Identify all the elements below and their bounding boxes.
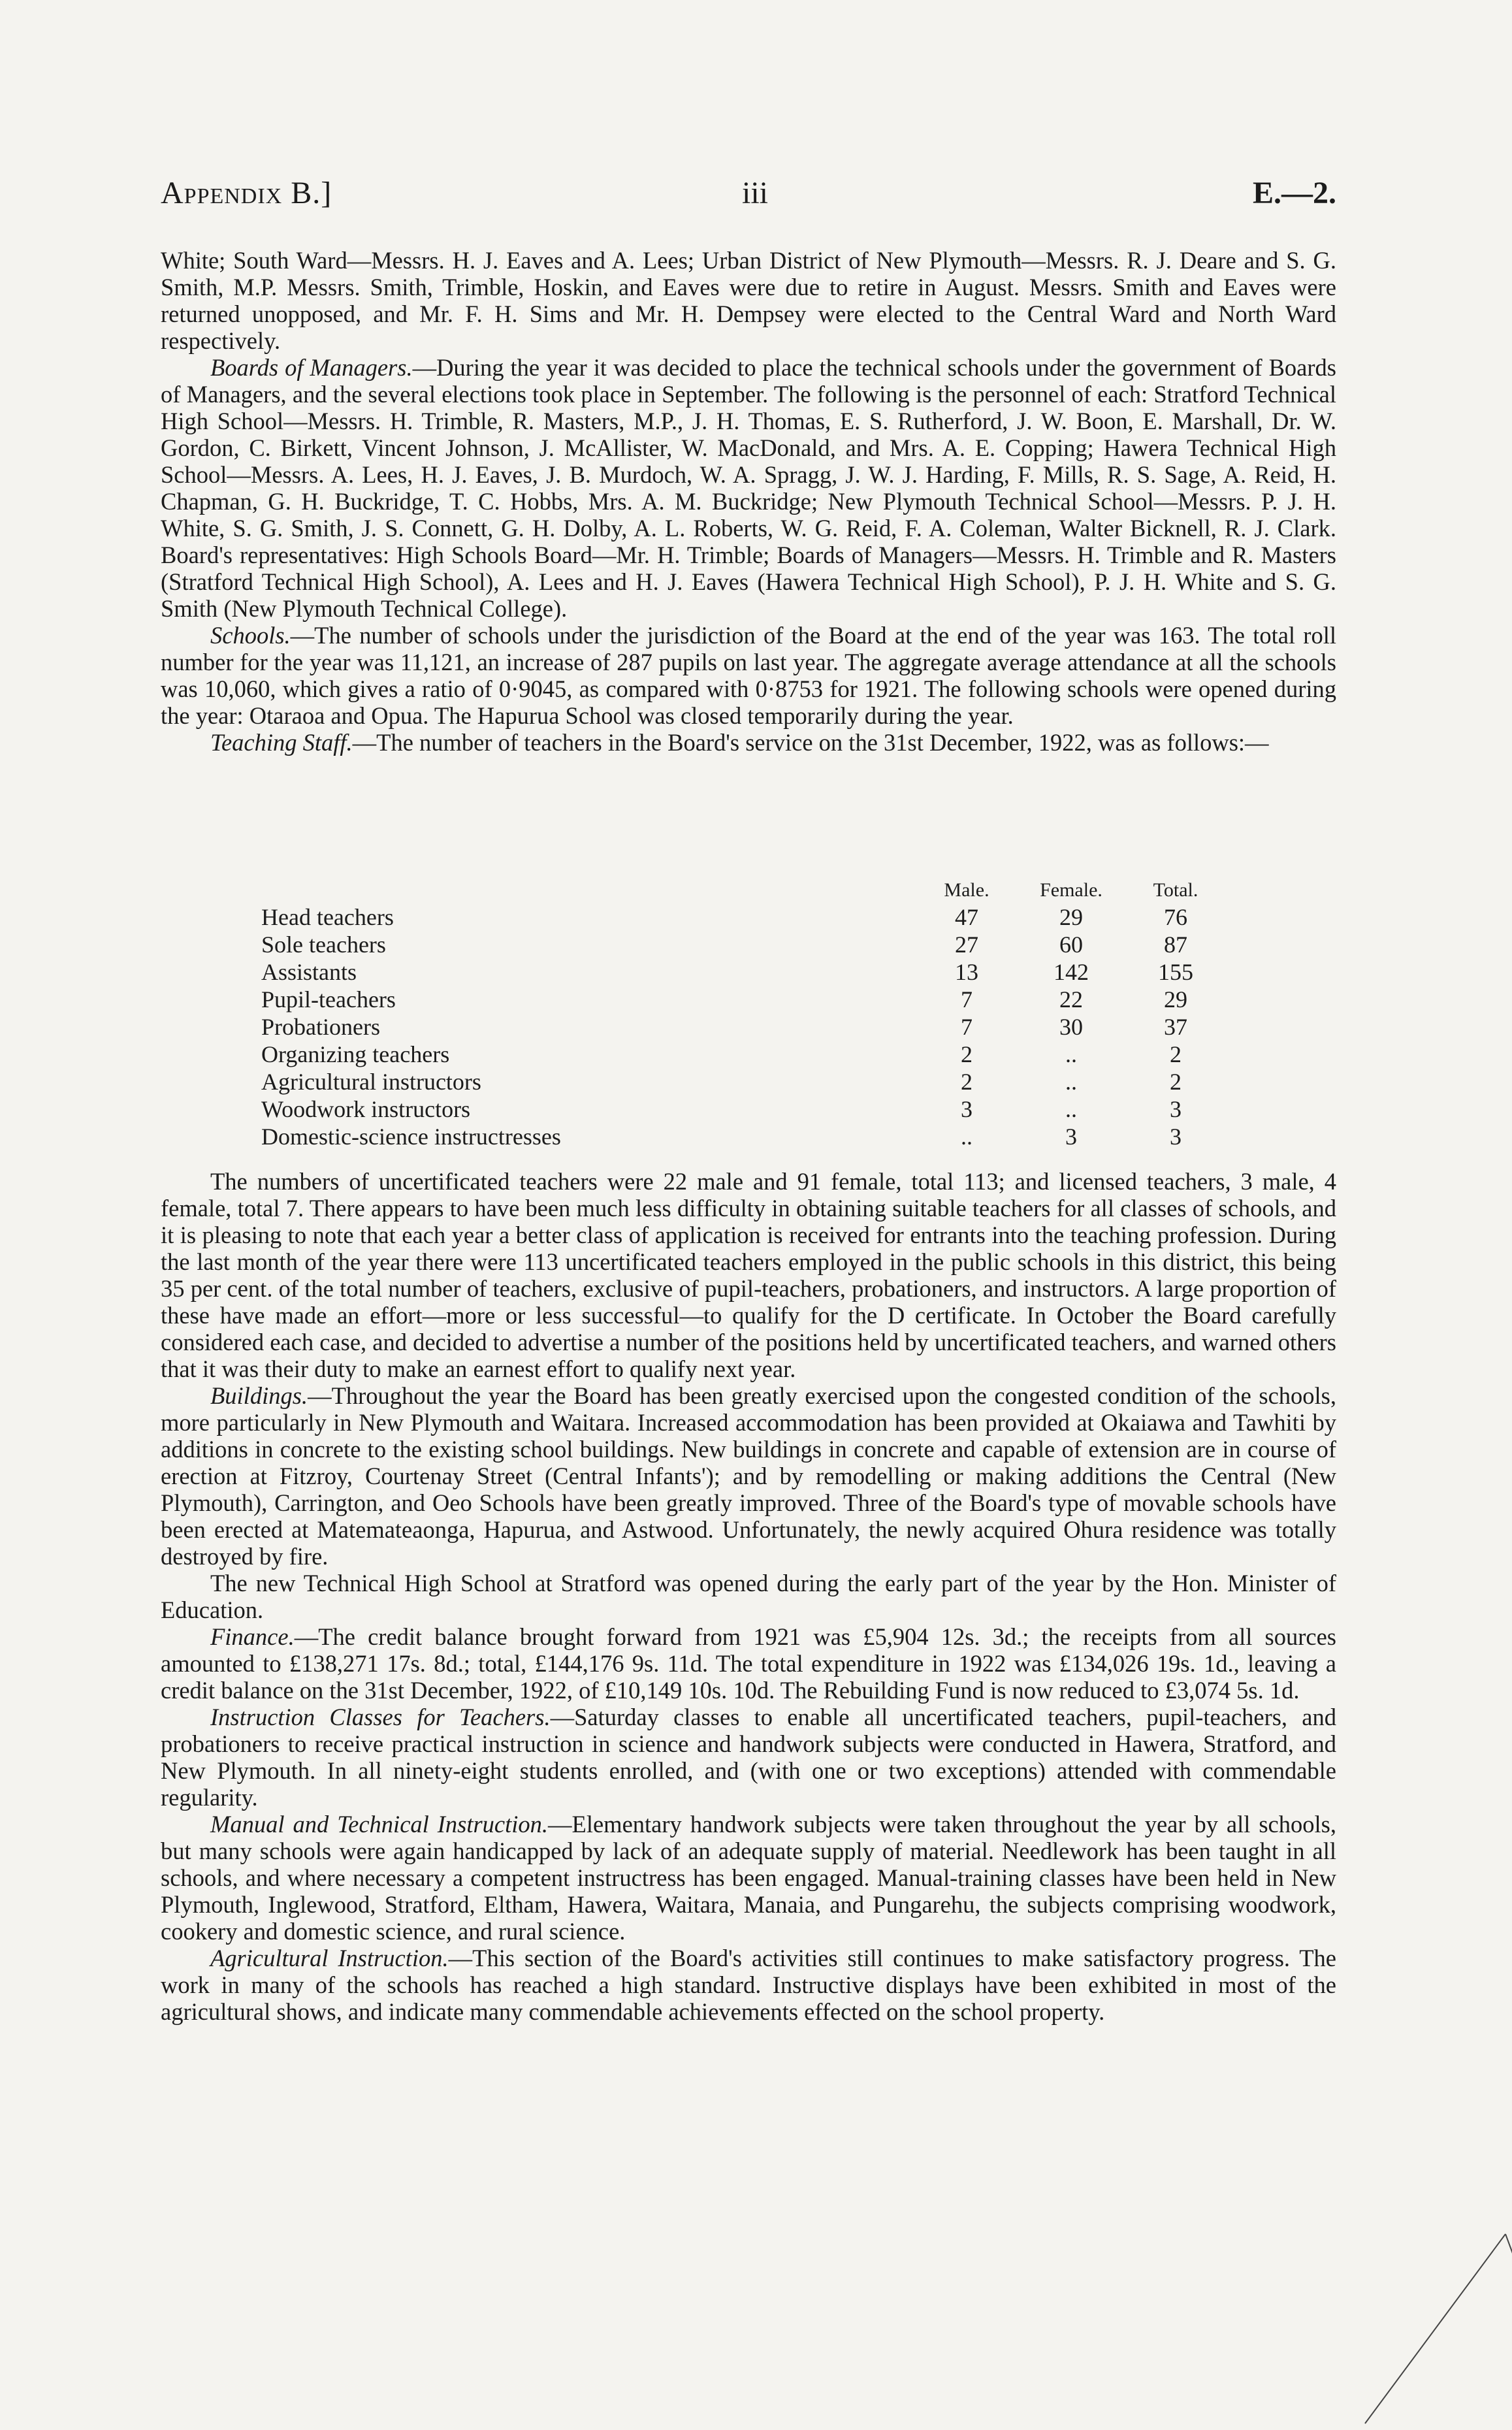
manual-heading: Manual and Technical Instruction. — [210, 1811, 549, 1838]
row-label: Agricultural instructors — [261, 1069, 481, 1095]
female-count: .. — [1065, 1069, 1077, 1095]
total-count: 29 — [1164, 986, 1187, 1012]
schools-heading: Schools. — [210, 622, 291, 649]
total-count: 76 — [1164, 904, 1187, 930]
table-row — [261, 1095, 1228, 1123]
paragraph-schools — [161, 622, 1336, 729]
boards-text: —During the year it was decided to place the technical schools under the government of Boards of Managers, and the several elections took place in September. The following is the personnel of each: Stratford Technical High School—Messrs. H. Trimble, R. Masters, M.P., J. H. Thomas, E. S. Rutherford, J. W. Boon, E. Marshall, Dr. W. Gordon, C. Birkett, Vincent Johnson, J. McAllister, W. MacDonald, and Mrs. A. E. Copping; Hawera Technical High School—Messrs. A. Lees, H. J. Eaves, J. B. Murdoch, W. A. Spragg, J. W. J. Harding, F. Mills, R. S. Sage, A. Reid, H. Chapman, G. H. Buckridge, T. C. Hobbs, Mrs. A. M. Buckridge; New Plymouth Technical School—Messrs. P. J. H. White, S. G. Smith, J. S. Connett, G. H. Dolby, A. L. Roberts, W. G. Reid, F. A. Coleman, Walter Bicknell, R. J. Clark. Board's representatives: High Schools Board—Mr. H. Trimble; Boards of Managers—Messrs. H. Trimble and R. Masters (Stratford Technical High School), A. Lees and H. J. Eaves (Hawera Technical High School), P. J. H. White and S. G. Smith (New Plymouth Technical College). — [161, 354, 1336, 622]
paragraph-manual — [161, 1811, 1336, 1945]
body-text-top — [161, 247, 1336, 756]
female-count: 142 — [1054, 959, 1089, 985]
female-count: 29 — [1059, 904, 1083, 930]
female-count: 22 — [1059, 986, 1083, 1012]
male-count: 2 — [961, 1069, 973, 1095]
column-header-male: Male. — [944, 879, 989, 901]
page-number: iii — [741, 176, 768, 210]
body-text-bottom — [161, 1168, 1336, 2025]
paragraph-teaching-staff — [161, 729, 1336, 756]
total-count: 3 — [1170, 1096, 1182, 1122]
total-count: 155 — [1158, 959, 1193, 985]
table-row — [261, 931, 1228, 958]
male-count: .. — [961, 1124, 973, 1150]
paragraph-boards — [161, 354, 1336, 622]
male-count: 2 — [961, 1041, 973, 1067]
row-label: Domestic-science instructresses — [261, 1124, 561, 1150]
teaching-staff-table — [261, 877, 1228, 1150]
instruction-classes-text: —Saturday classes to enable all uncertificated teachers, pupil-teachers, and probationers to receive practical instruction in science and handwork subjects were conducted in Hawera, Stratford, and New Plymouth. In all ninety-eight students enrolled, and (with one or two exceptions) attended with commendable regularity. — [161, 1704, 1336, 1811]
row-label: Pupil-teachers — [261, 986, 396, 1012]
total-count: 2 — [1170, 1069, 1182, 1095]
page-header — [161, 175, 1336, 221]
table-row — [261, 1123, 1228, 1150]
manual-text: —Elementary handwork subjects were taken throughout the year by all schools, but many schools were again handicapped by lack of an adequate supply of material. Needlework has been taught in all schools, and where necessary a competent instructress has been engaged. Manual-training classes have been held in New Plymouth, Inglewood, Stratford, Eltham, Hawera, Waitara, Manaia, and Pungarehu, the subjects comprising woodwork, cookery and domestic science, and rural science. — [161, 1811, 1336, 1945]
row-label: Head teachers — [261, 904, 394, 930]
female-count: .. — [1065, 1041, 1077, 1067]
table-row — [261, 1013, 1228, 1041]
document-code: E.—2. — [1252, 176, 1336, 210]
female-count: 30 — [1059, 1014, 1083, 1040]
male-count: 13 — [955, 959, 978, 985]
male-count: 47 — [955, 904, 978, 930]
paragraph-finance — [161, 1623, 1336, 1704]
total-count: 87 — [1164, 932, 1187, 958]
row-label: Assistants — [261, 959, 357, 985]
row-label: Organizing teachers — [261, 1041, 450, 1067]
total-count: 3 — [1170, 1124, 1182, 1150]
finance-text: —The credit balance brought forward from 1921 was £5,904 12s. 3d.; the receipts from all sources amounted to £138,271 17s. 8d.; total, £144,176 9s. 11d. The total expenditure in 1922 was £134,026 19s. 1d., leaving a credit balance on the 31st December, 1922, of £10,149 10s. 10d. The Rebuilding Fund is now reduced to £3,074 5s. 1d. — [161, 1623, 1336, 1704]
table-row — [261, 1068, 1228, 1095]
paragraph-wards: White; South Ward—Messrs. H. J. Eaves and A. Lees; Urban District of New Plymouth—Messrs. R. J. Deare and S. G. Smith, M.P. Messrs. Smith, Trimble, Hoskin, and Eaves were due to retire in August. Messrs. Smith and Eaves were returned unopposed, and Mr. F. H. Sims and Mr. H. Dempsey were elected to the Central Ward and North Ward respectively. — [161, 247, 1336, 354]
table-row — [261, 986, 1228, 1013]
paragraph-buildings — [161, 1382, 1336, 1570]
finance-heading: Finance. — [210, 1623, 295, 1650]
row-label: Woodwork instructors — [261, 1096, 471, 1122]
row-label: Probationers — [261, 1014, 380, 1040]
male-count: 27 — [955, 932, 978, 958]
paragraph-technical-school: The new Technical High School at Stratford was opened during the early part of the year by the Hon. Minister of Education. — [161, 1570, 1336, 1623]
table-header-row — [261, 877, 1228, 903]
male-count: 3 — [961, 1096, 973, 1122]
appendix-label: Appendix B.] — [161, 176, 332, 210]
paragraph-uncertificated: The numbers of uncertificated teachers were 22 male and 91 female, total 113; and licensed teachers, 3 male, 4 female, total 7. There appears to have been much less difficulty in obtaining suitable teachers for all classes of schools, and it is pleasing to note that each year a better class of application is received for entrants into the teaching profession. During the last month of the year there were 113 uncertificated teachers employed in the public schools in this district, this being 35 per cent. of the total number of teachers, exclusive of pupil-teachers, probationers, and instructors. A large proportion of these have made an effort—more or less successful—to qualify for the D certificate. In October the Board carefully considered each case, and decided to advertise a number of the positions held by uncertificated teachers, and warned others that it was their duty to make an earnest effort to qualify next year. — [161, 1168, 1336, 1382]
teaching-heading: Teaching Staff. — [210, 729, 353, 756]
total-count: 2 — [1170, 1041, 1182, 1067]
boards-heading: Boards of Managers. — [210, 354, 413, 381]
paragraph-instruction-classes — [161, 1704, 1336, 1811]
agricultural-heading: Agricultural Instruction. — [210, 1945, 449, 1971]
teaching-text: —The number of teachers in the Board's service on the 31st December, 1922, was as follows:— — [352, 729, 1269, 756]
page-corner-line — [1359, 2221, 1512, 2430]
instruction-classes-heading: Instruction Classes for Teachers. — [210, 1704, 551, 1730]
column-header-total: Total. — [1153, 879, 1198, 901]
schools-text: —The number of schools under the jurisdiction of the Board at the end of the year was 163. The total roll number for the year was 11,121, an increase of 287 pupils on last year. The aggregate average attendance at all the schools was 10,060, which gives a ratio of 0·9045, as compared with 0·8753 for 1921. The following schools were opened during the year: Otaraoa and Opua. The Hapurua School was closed temporarily during the year. — [161, 622, 1336, 729]
total-count: 37 — [1164, 1014, 1187, 1040]
female-count: 60 — [1059, 932, 1083, 958]
female-count: 3 — [1065, 1124, 1077, 1150]
column-header-female: Female. — [1040, 879, 1102, 901]
buildings-heading: Buildings. — [210, 1382, 308, 1409]
table-row — [261, 958, 1228, 986]
female-count: .. — [1065, 1096, 1077, 1122]
buildings-text: —Throughout the year the Board has been greatly exercised upon the congested condition of the schools, more particularly in New Plymouth and Waitara. Increased accommodation has been provided at Okaiawa and Tawhiti by additions in concrete to the existing school buildings. New buildings in concrete and capable of extension are in course of erection at Fitzroy, Courtenay Street (Central Infants'); and by remodelling or making additions the Central (New Plymouth), Carrington, and Oeo Schools have been greatly improved. Three of the Board's type of movable schools have been erected at Matemateaonga, Hapurua, and Astwood. Unfortunately, the newly acquired Ohura residence was totally destroyed by fire. — [161, 1382, 1336, 1570]
paragraph-agricultural — [161, 1945, 1336, 2025]
row-label: Sole teachers — [261, 932, 386, 958]
male-count: 7 — [961, 986, 973, 1012]
table-row — [261, 1041, 1228, 1068]
male-count: 7 — [961, 1014, 973, 1040]
agricultural-text: —This section of the Board's activities still continues to make satisfactory progress. The work in many of the schools has reached a high standard. Instructive displays have been exhibited in most of the agricultural shows, and indicate many commendable achievements effected on the school property. — [161, 1945, 1336, 2025]
table-row — [261, 903, 1228, 931]
